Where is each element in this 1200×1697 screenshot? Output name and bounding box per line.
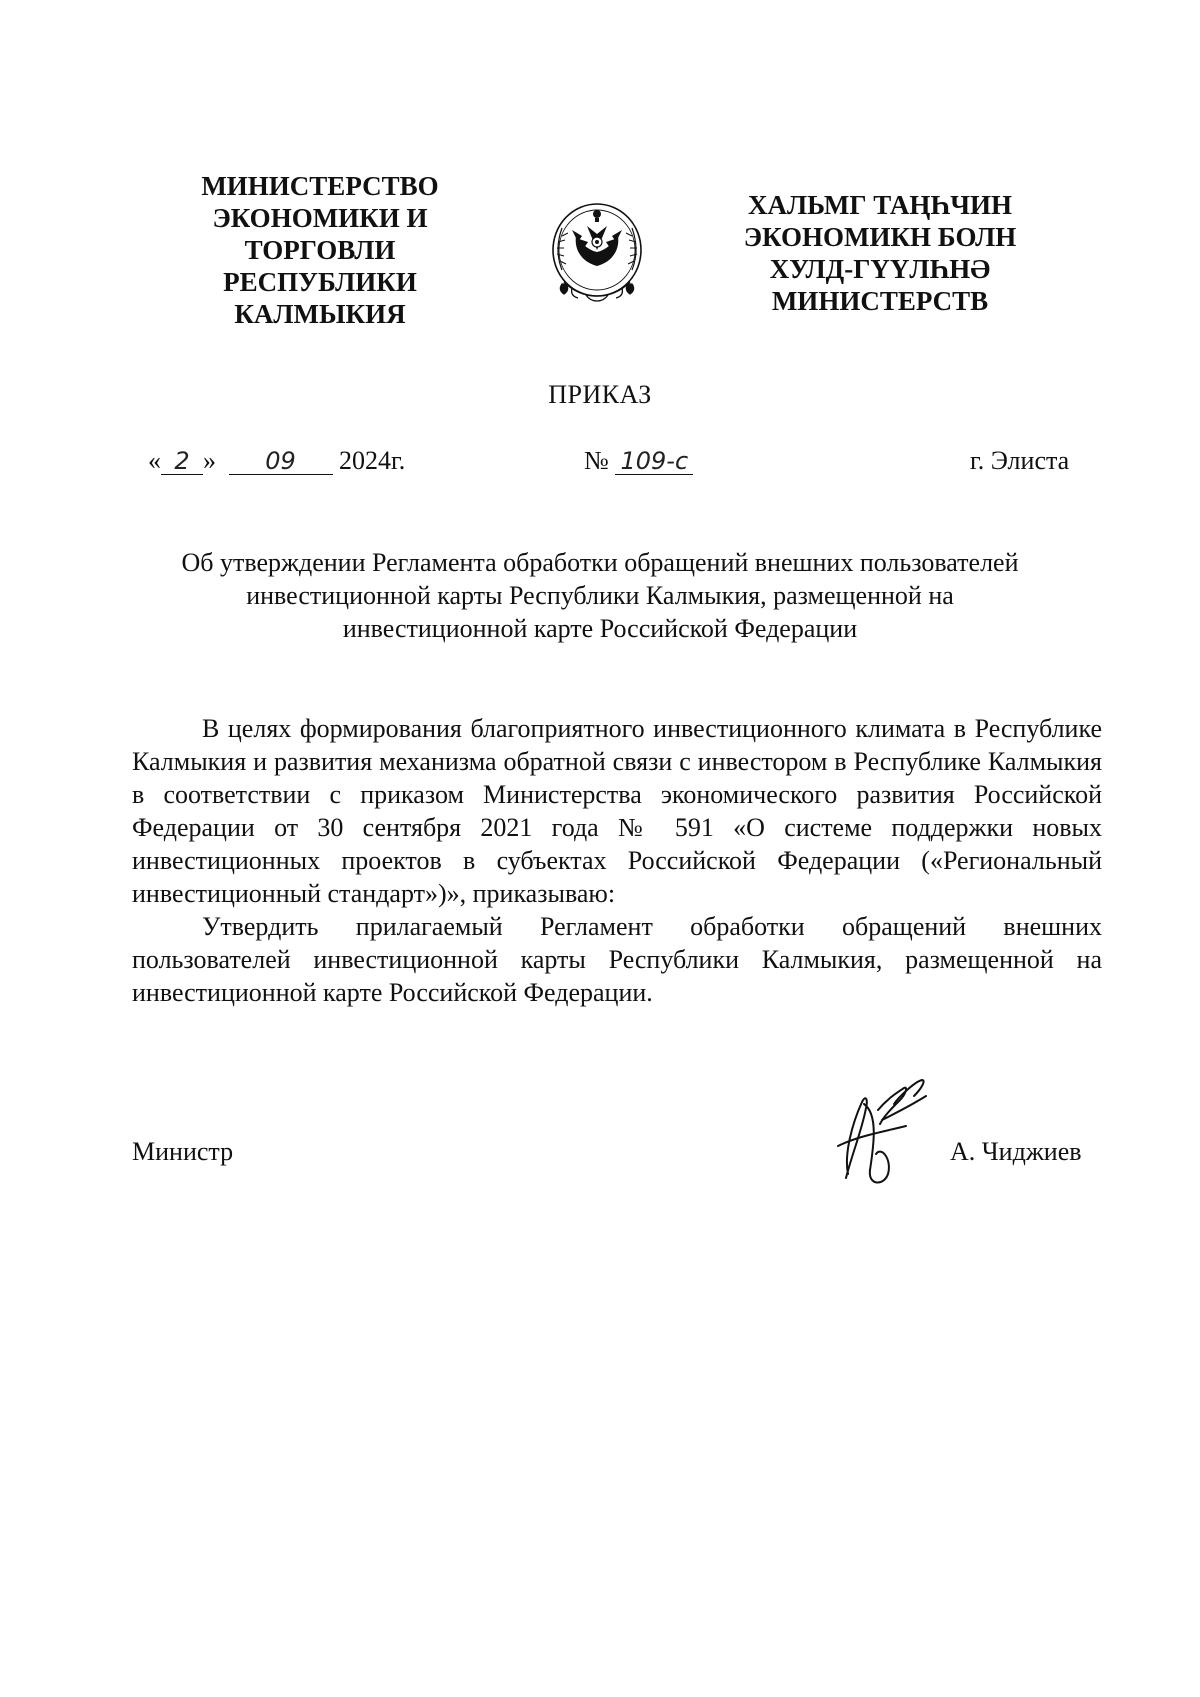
number-value: 109-с xyxy=(615,448,693,475)
ministry-name-kalmyk xyxy=(710,189,1050,317)
date-day: 2 xyxy=(161,448,203,475)
title-line: инвестиционной карты Республики Калмыкия, размещенной на xyxy=(246,581,954,610)
body-paragraph-preamble: В целях формирования благоприятного инвестиционного климата в Республике Калмыкия и развития механизма обратной связи с инвестором в Республике Калмыкия в соответствии с приказом Министерства экономического развития Российской Федерации от 30 сентября 2021 года № 591 «О системе поддержки новых инвестиционных проектов в субъектах Российской Федерации («Региональный инвестиционный стандарт»)», приказываю: xyxy=(132,714,1102,908)
order-date xyxy=(148,446,405,476)
title-line: Об утверждении Регламента обработки обращений внешних пользователей xyxy=(181,548,1019,577)
date-close-quote: » xyxy=(203,446,216,475)
issue-city: г. Элиста xyxy=(970,446,1070,475)
order-body xyxy=(132,712,1102,1009)
date-open-quote: « xyxy=(148,446,161,475)
header-right-line: ХАЛЬМГ ТАҢҺЧИН xyxy=(747,190,1013,220)
header-left-line: ТОРГОВЛИ xyxy=(244,235,396,265)
header-left-line: ЭКОНОМИКИ И xyxy=(212,203,428,233)
body-paragraph-resolution: Утвердить прилагаемый Регламент обработки обращений внешних пользователей инвестиционной карты Республики Калмыкия, размещенной на инвестиционной карте Российской Федерации. xyxy=(132,912,1102,1007)
republic-of-kalmykia-emblem-icon xyxy=(542,200,652,304)
signatory-position: Министр xyxy=(132,1137,234,1166)
header-right-line: МИНИСТЕРСТВ xyxy=(771,286,989,316)
signatory-name: А. Чиджиев xyxy=(950,1137,1082,1166)
header-right-line: ЭКОНОМИКН БОЛН xyxy=(743,222,1017,252)
number-label: № xyxy=(584,446,609,475)
order-number xyxy=(584,446,693,476)
title-line: инвестиционной карте Российской Федерации xyxy=(342,614,858,643)
header-left-line: КАЛМЫКИЯ xyxy=(234,299,406,329)
order-title xyxy=(150,546,1050,645)
header-left-line: МИНИСТЕРСТВО xyxy=(201,171,439,201)
ministry-name-russian xyxy=(170,170,470,330)
header-left-line: РЕСПУБЛИКИ xyxy=(223,267,417,297)
date-year: 2024г. xyxy=(339,446,406,475)
document-type-heading: ПРИКАЗ xyxy=(548,380,652,409)
header-right-line: ХУЛД-ГҮҮЛҺНӘ xyxy=(769,254,991,284)
handwritten-signature-icon xyxy=(818,1074,938,1194)
date-month: 09 xyxy=(229,448,333,475)
